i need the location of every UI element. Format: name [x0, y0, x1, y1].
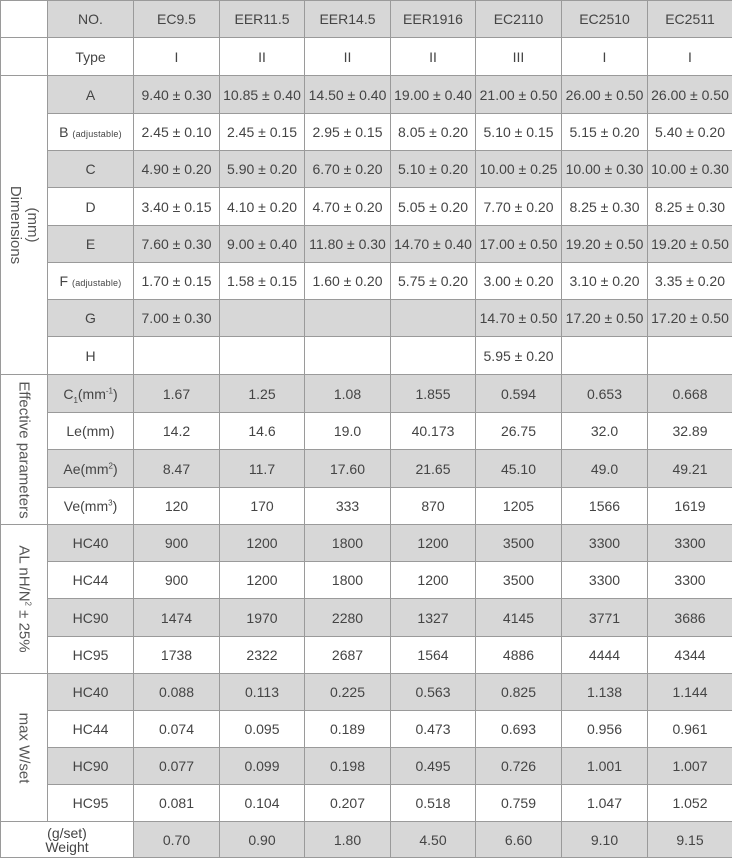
dim-cell: 5.10 ± 0.15 — [476, 114, 562, 151]
type-cell: II — [391, 38, 476, 76]
eff-cell: 49.0 — [562, 450, 648, 488]
dimension-row-d — [1, 188, 732, 226]
al-cell: 2322 — [220, 637, 305, 674]
no-label: NO. — [48, 1, 134, 38]
model-ec2110: EC2110 — [476, 1, 562, 38]
dim-label-a: A — [48, 76, 134, 114]
dim-cell: 9.00 ± 0.40 — [220, 226, 305, 263]
dim-cell: 6.70 ± 0.20 — [305, 151, 391, 188]
weight-cell: 4.50 — [391, 822, 476, 858]
eff-cell: 14.2 — [134, 413, 220, 450]
dim-cell: 11.80 ± 0.30 — [305, 226, 391, 263]
dimension-row-g — [1, 300, 732, 337]
al-row-hc44 — [1, 562, 732, 599]
maxw-cell: 0.473 — [391, 711, 476, 748]
eff-label-c1-close: ) — [113, 386, 118, 402]
dim-cell: 14.50 ± 0.40 — [305, 76, 391, 114]
maxw-cell: 0.207 — [305, 785, 391, 822]
eff-cell: 26.75 — [476, 413, 562, 450]
al-cell: 3500 — [476, 562, 562, 599]
dim-cell — [220, 337, 305, 375]
dim-cell — [391, 337, 476, 375]
maxw-cell: 0.113 — [220, 674, 305, 711]
weight-cell: 9.10 — [562, 822, 648, 858]
dimension-row-c — [1, 151, 732, 188]
weight-title: Weight — [1, 840, 133, 854]
eff-cell: 170 — [220, 488, 305, 525]
al-label: HC44 — [48, 562, 134, 599]
dim-cell — [134, 337, 220, 375]
maxw-cell: 0.081 — [134, 785, 220, 822]
type-cell: II — [305, 38, 391, 76]
al-cell: 2687 — [305, 637, 391, 674]
dim-label-b-letter: B — [59, 124, 68, 140]
al-cell: 900 — [134, 562, 220, 599]
maxw-cell: 1.144 — [648, 674, 732, 711]
dim-cell: 10.85 ± 0.40 — [220, 76, 305, 114]
effective-group-label — [1, 375, 48, 525]
dimension-row-h — [1, 337, 732, 375]
al-row-hc90 — [1, 599, 732, 637]
dim-cell: 10.00 ± 0.30 — [648, 151, 732, 188]
maxw-cell: 0.088 — [134, 674, 220, 711]
eff-cell: 21.65 — [391, 450, 476, 488]
eff-label-ve-text: Ve(mm — [64, 498, 108, 514]
dim-cell: 19.20 ± 0.50 — [648, 226, 732, 263]
dim-cell — [648, 337, 732, 375]
maxw-cell: 1.007 — [648, 748, 732, 785]
eff-cell: 32.89 — [648, 413, 732, 450]
eff-cell: 32.0 — [562, 413, 648, 450]
al-cell: 1200 — [220, 562, 305, 599]
dim-cell: 9.40 ± 0.30 — [134, 76, 220, 114]
al-title-tail: ± 25% — [16, 606, 33, 653]
maxw-cell: 0.825 — [476, 674, 562, 711]
eff-label-ve-sup: 3 — [108, 498, 112, 507]
maxw-label: HC44 — [48, 711, 134, 748]
al-cell: 1200 — [391, 525, 476, 562]
dim-label-f-letter: F — [60, 273, 69, 289]
dim-cell — [305, 300, 391, 337]
dim-cell: 3.40 ± 0.15 — [134, 188, 220, 226]
eff-cell: 49.21 — [648, 450, 732, 488]
dim-label-d: D — [48, 188, 134, 226]
blank-cell — [1, 38, 48, 76]
eff-cell: 8.47 — [134, 450, 220, 488]
dim-cell — [391, 300, 476, 337]
al-label: HC40 — [48, 525, 134, 562]
al-cell: 4886 — [476, 637, 562, 674]
al-cell: 1474 — [134, 599, 220, 637]
maxw-row-hc95 — [1, 785, 732, 822]
dimension-row-b — [1, 114, 732, 151]
weight-unit: (g/set) — [1, 826, 133, 840]
dim-cell: 1.60 ± 0.20 — [305, 263, 391, 300]
dim-cell: 5.75 ± 0.20 — [391, 263, 476, 300]
dim-cell: 7.70 ± 0.20 — [476, 188, 562, 226]
dim-cell: 17.00 ± 0.50 — [476, 226, 562, 263]
model-ec2511: EC2511 — [648, 1, 732, 38]
al-cell: 1738 — [134, 637, 220, 674]
maxw-title: max W/set — [16, 712, 33, 783]
dim-cell: 8.25 ± 0.30 — [562, 188, 648, 226]
al-title — [16, 545, 33, 652]
eff-label-ae-sup: 2 — [109, 461, 113, 470]
al-title-sup: 2 — [24, 602, 33, 606]
model-ec9-5: EC9.5 — [134, 1, 220, 38]
maxw-row-hc40 — [1, 674, 732, 711]
al-row-hc95 — [1, 637, 732, 674]
dim-cell: 5.40 ± 0.20 — [648, 114, 732, 151]
maxw-cell: 0.563 — [391, 674, 476, 711]
dim-cell: 1.70 ± 0.15 — [134, 263, 220, 300]
dim-label-f-note: (adjustable) — [72, 278, 121, 288]
maxw-cell: 0.225 — [305, 674, 391, 711]
eff-cell: 1205 — [476, 488, 562, 525]
eff-cell: 0.668 — [648, 375, 732, 413]
al-cell: 1800 — [305, 525, 391, 562]
dim-label-g: G — [48, 300, 134, 337]
dim-cell: 26.00 ± 0.50 — [562, 76, 648, 114]
dim-cell: 5.15 ± 0.20 — [562, 114, 648, 151]
dim-cell: 7.60 ± 0.30 — [134, 226, 220, 263]
maxw-cell: 0.198 — [305, 748, 391, 785]
dim-cell — [305, 337, 391, 375]
al-cell: 1564 — [391, 637, 476, 674]
type-cell: I — [134, 38, 220, 76]
effective-row-ae — [1, 450, 732, 488]
maxw-cell: 1.001 — [562, 748, 648, 785]
dim-cell: 3.35 ± 0.20 — [648, 263, 732, 300]
maxw-cell: 0.077 — [134, 748, 220, 785]
eff-cell: 19.0 — [305, 413, 391, 450]
dimensions-unit: (mm) — [24, 186, 41, 264]
eff-cell: 1.67 — [134, 375, 220, 413]
dim-cell: 8.25 ± 0.30 — [648, 188, 732, 226]
dim-cell: 7.00 ± 0.30 — [134, 300, 220, 337]
eff-cell: 14.6 — [220, 413, 305, 450]
al-cell: 3686 — [648, 599, 732, 637]
maxw-cell: 0.693 — [476, 711, 562, 748]
dim-cell: 5.90 ± 0.20 — [220, 151, 305, 188]
eff-label-c1-symbol: C — [63, 386, 73, 402]
type-cell: I — [562, 38, 648, 76]
type-row — [1, 38, 732, 76]
dimensions-group-label — [1, 76, 48, 375]
dim-cell: 10.00 ± 0.25 — [476, 151, 562, 188]
type-label: Type — [48, 38, 134, 76]
eff-cell: 45.10 — [476, 450, 562, 488]
dim-cell: 19.20 ± 0.50 — [562, 226, 648, 263]
al-cell: 4145 — [476, 599, 562, 637]
eff-label-ve-close: ) — [113, 498, 118, 514]
eff-label-c1 — [48, 375, 134, 413]
al-group-label — [1, 525, 48, 674]
al-cell: 1200 — [220, 525, 305, 562]
eff-cell: 1.855 — [391, 375, 476, 413]
dim-cell: 4.90 ± 0.20 — [134, 151, 220, 188]
dim-cell: 4.10 ± 0.20 — [220, 188, 305, 226]
dim-label-e: E — [48, 226, 134, 263]
eff-cell: 11.7 — [220, 450, 305, 488]
eff-label-c1-sub: 1 — [73, 395, 77, 404]
eff-cell: 0.653 — [562, 375, 648, 413]
weight-cell: 6.60 — [476, 822, 562, 858]
al-cell: 3300 — [562, 525, 648, 562]
weight-cell: 0.70 — [134, 822, 220, 858]
dim-cell: 2.45 ± 0.15 — [220, 114, 305, 151]
dim-cell: 14.70 ± 0.50 — [476, 300, 562, 337]
al-cell: 3300 — [648, 562, 732, 599]
dim-cell: 5.95 ± 0.20 — [476, 337, 562, 375]
dim-cell: 3.10 ± 0.20 — [562, 263, 648, 300]
maxw-cell: 1.052 — [648, 785, 732, 822]
dim-cell: 3.00 ± 0.20 — [476, 263, 562, 300]
eff-label-le: Le(mm) — [48, 413, 134, 450]
effective-title: Effective parameters — [16, 381, 33, 518]
eff-cell: 1.25 — [220, 375, 305, 413]
dim-label-f — [48, 263, 134, 300]
weight-cell: 0.90 — [220, 822, 305, 858]
al-cell: 3771 — [562, 599, 648, 637]
weight-row — [1, 822, 732, 858]
al-cell: 3300 — [562, 562, 648, 599]
eff-cell: 870 — [391, 488, 476, 525]
dim-cell — [562, 337, 648, 375]
maxw-cell: 0.518 — [391, 785, 476, 822]
al-cell: 2280 — [305, 599, 391, 637]
maxw-cell: 0.495 — [391, 748, 476, 785]
maxw-cell: 0.104 — [220, 785, 305, 822]
dim-cell: 5.10 ± 0.20 — [391, 151, 476, 188]
dim-label-h: H — [48, 337, 134, 375]
model-eer14-5: EER14.5 — [305, 1, 391, 38]
eff-cell: 40.173 — [391, 413, 476, 450]
maxw-row-hc90 — [1, 748, 732, 785]
al-cell: 3500 — [476, 525, 562, 562]
effective-row-le — [1, 413, 732, 450]
maxw-row-hc44 — [1, 711, 732, 748]
dim-cell: 26.00 ± 0.50 — [648, 76, 732, 114]
al-cell: 1800 — [305, 562, 391, 599]
dim-cell: 17.20 ± 0.50 — [648, 300, 732, 337]
model-eer1916: EER1916 — [391, 1, 476, 38]
dimension-row-f — [1, 263, 732, 300]
weight-cell: 9.15 — [648, 822, 732, 858]
al-label: HC95 — [48, 637, 134, 674]
al-label: HC90 — [48, 599, 134, 637]
eff-cell: 0.594 — [476, 375, 562, 413]
effective-row-ve — [1, 488, 732, 525]
maxw-cell: 0.074 — [134, 711, 220, 748]
corner-cell — [1, 1, 48, 38]
dim-label-b — [48, 114, 134, 151]
dim-cell: 10.00 ± 0.30 — [562, 151, 648, 188]
weight-cell: 1.80 — [305, 822, 391, 858]
al-cell: 4444 — [562, 637, 648, 674]
type-cell: I — [648, 38, 732, 76]
maxw-cell: 0.189 — [305, 711, 391, 748]
eff-cell: 17.60 — [305, 450, 391, 488]
al-cell: 1200 — [391, 562, 476, 599]
type-cell: II — [220, 38, 305, 76]
dim-cell: 4.70 ± 0.20 — [305, 188, 391, 226]
maxw-cell: 0.095 — [220, 711, 305, 748]
maxw-label: HC95 — [48, 785, 134, 822]
eff-cell: 1566 — [562, 488, 648, 525]
dim-cell: 2.45 ± 0.10 — [134, 114, 220, 151]
eff-label-c1-sup: -1 — [106, 386, 113, 395]
al-row-hc40 — [1, 525, 732, 562]
dim-cell: 1.58 ± 0.15 — [220, 263, 305, 300]
weight-label — [1, 822, 134, 858]
effective-row-c1 — [1, 375, 732, 413]
eff-cell: 333 — [305, 488, 391, 525]
maxw-cell: 0.956 — [562, 711, 648, 748]
eff-label-c1-unit: (mm — [78, 386, 106, 402]
maxw-label: HC90 — [48, 748, 134, 785]
dim-cell: 17.20 ± 0.50 — [562, 300, 648, 337]
maxw-cell: 0.726 — [476, 748, 562, 785]
eff-label-ve — [48, 488, 134, 525]
type-cell: III — [476, 38, 562, 76]
al-title-text: AL nH/N — [16, 545, 33, 601]
dimensions-title: Dimensions — [7, 186, 24, 264]
al-cell: 1327 — [391, 599, 476, 637]
eff-label-ae — [48, 450, 134, 488]
maxw-group-label — [1, 674, 48, 822]
header-row — [1, 1, 732, 38]
model-ec2510: EC2510 — [562, 1, 648, 38]
dim-cell: 21.00 ± 0.50 — [476, 76, 562, 114]
dimension-row-e — [1, 226, 732, 263]
maxw-cell: 0.759 — [476, 785, 562, 822]
dim-label-c: C — [48, 151, 134, 188]
eff-label-ae-close: ) — [113, 461, 118, 477]
eff-cell: 120 — [134, 488, 220, 525]
model-eer11-5: EER11.5 — [220, 1, 305, 38]
dim-cell: 8.05 ± 0.20 — [391, 114, 476, 151]
maxw-label: HC40 — [48, 674, 134, 711]
maxw-cell: 0.099 — [220, 748, 305, 785]
al-cell: 1970 — [220, 599, 305, 637]
eff-label-ae-text: Ae(mm — [63, 461, 108, 477]
dim-cell: 5.05 ± 0.20 — [391, 188, 476, 226]
dimension-row-a — [1, 76, 732, 114]
al-cell: 4344 — [648, 637, 732, 674]
dim-cell: 2.95 ± 0.15 — [305, 114, 391, 151]
dim-label-b-note: (adjustable) — [72, 129, 121, 139]
eff-cell: 1.08 — [305, 375, 391, 413]
dim-cell — [220, 300, 305, 337]
maxw-cell: 1.047 — [562, 785, 648, 822]
dim-cell: 19.00 ± 0.40 — [391, 76, 476, 114]
maxw-cell: 0.961 — [648, 711, 732, 748]
eff-cell: 1619 — [648, 488, 732, 525]
maxw-cell: 1.138 — [562, 674, 648, 711]
al-cell: 3300 — [648, 525, 732, 562]
dim-cell: 14.70 ± 0.40 — [391, 226, 476, 263]
al-cell: 900 — [134, 525, 220, 562]
